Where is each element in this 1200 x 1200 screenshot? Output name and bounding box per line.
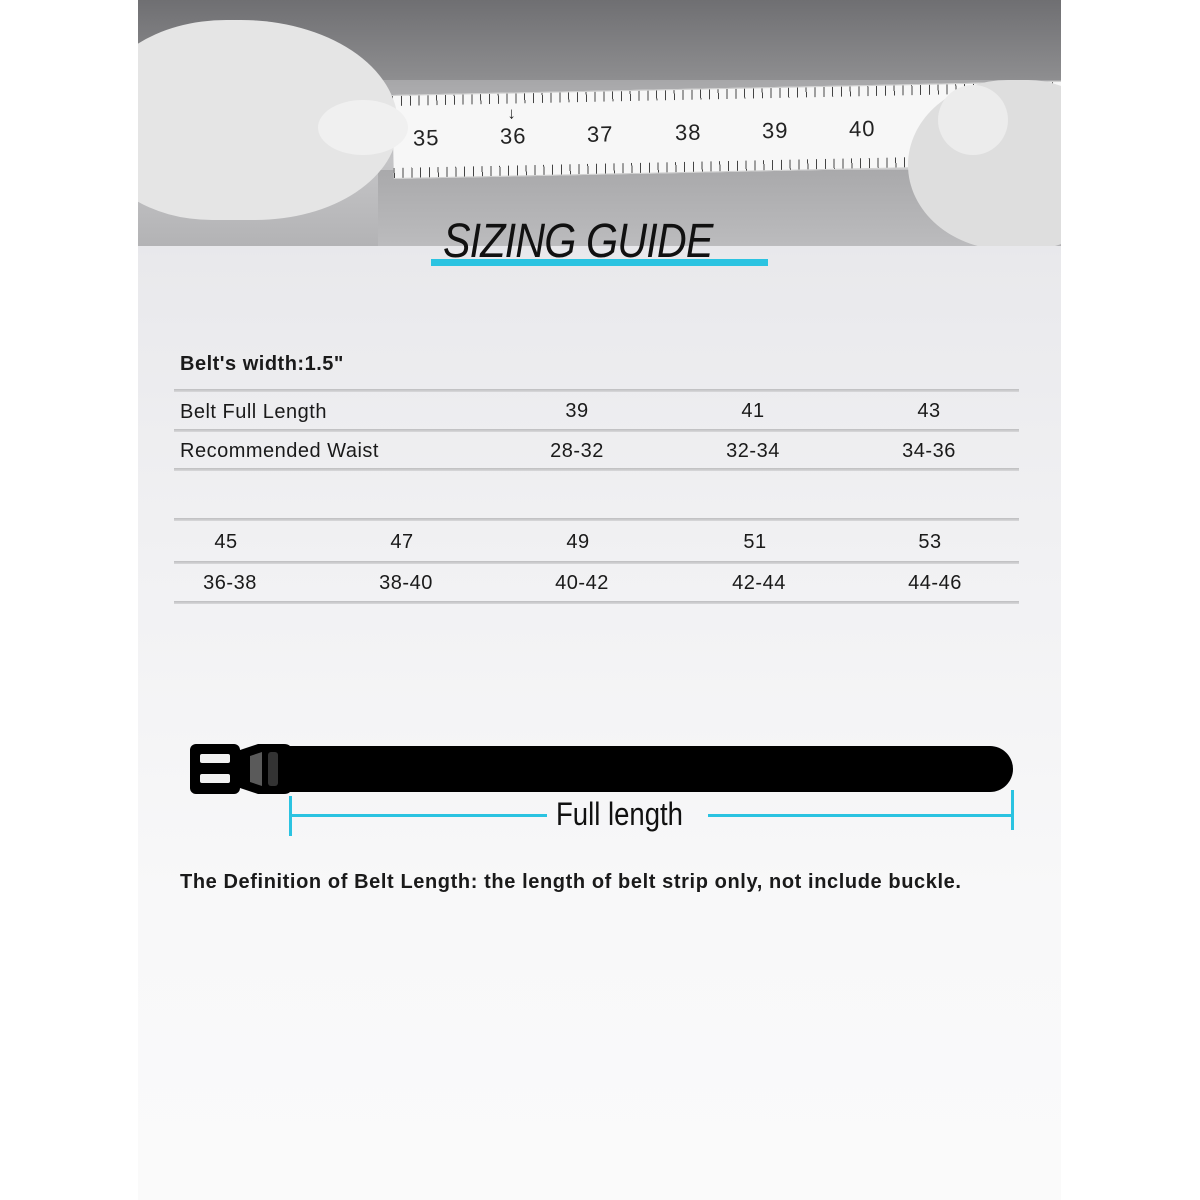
- table-divider: [174, 601, 1019, 604]
- length-cell: 39: [565, 400, 589, 422]
- length-cell: 47: [390, 531, 414, 553]
- length-cell: 53: [918, 531, 942, 553]
- page-title: SIZING GUIDE: [443, 215, 713, 268]
- buckle-icon: [188, 740, 294, 798]
- belt-width-label: Belt's width:1.5": [180, 353, 344, 375]
- tape-number: 38: [674, 119, 702, 146]
- tape-number: 40: [848, 115, 876, 142]
- table-divider: [174, 561, 1019, 564]
- measure-end-marker: [1011, 790, 1014, 830]
- table-divider: [174, 468, 1019, 471]
- length-cell: 49: [566, 531, 590, 553]
- measure-line-left: [289, 814, 547, 817]
- row-label-waist: Recommended Waist: [180, 440, 379, 462]
- waist-cell: 42-44: [732, 572, 786, 594]
- waist-cell: 28-32: [550, 440, 604, 462]
- waist-measuring-photo: [138, 0, 1061, 246]
- table-divider: [174, 389, 1019, 392]
- row-label-length: Belt Full Length: [180, 401, 327, 423]
- waist-cell: 34-36: [902, 440, 956, 462]
- right-thumb: [938, 85, 1008, 155]
- table-divider: [174, 518, 1019, 521]
- waist-cell: 32-34: [726, 440, 780, 462]
- length-cell: 43: [917, 400, 941, 422]
- length-cell: 51: [743, 531, 767, 553]
- waist-cell: 44-46: [908, 572, 962, 594]
- waist-cell: 38-40: [379, 572, 433, 594]
- belt-length-definition: The Definition of Belt Length: the length of belt strip only, not include buckle.: [180, 871, 962, 893]
- tape-number: 37: [586, 121, 614, 147]
- belt-strap: [288, 746, 1013, 792]
- tape-number: 35: [412, 125, 440, 151]
- table-divider: [174, 429, 1019, 432]
- sizing-guide-panel: [138, 0, 1061, 1200]
- measure-line-right: [708, 814, 1013, 817]
- tape-number: 39: [761, 117, 789, 144]
- waist-cell: 40-42: [555, 572, 609, 594]
- length-cell: 45: [214, 531, 238, 553]
- full-length-label: Full length: [556, 796, 683, 832]
- left-thumb: [318, 100, 408, 155]
- length-cell: 41: [741, 400, 765, 422]
- waist-cell: 36-38: [203, 572, 257, 594]
- tape-number: 36: [499, 123, 527, 149]
- tape-arrow-icon: ↓: [507, 105, 516, 123]
